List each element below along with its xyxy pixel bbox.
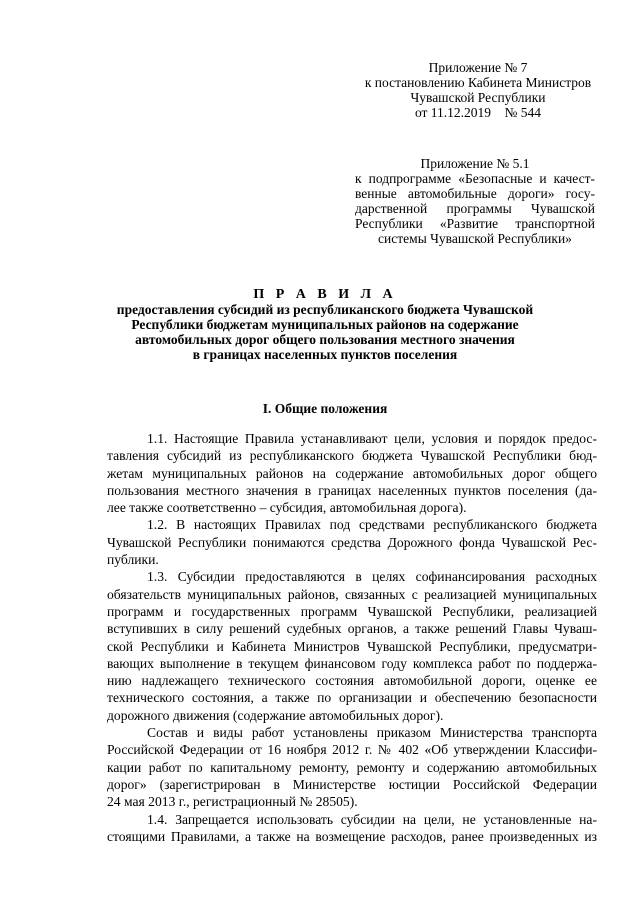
body-line: нию надлежащего технического состояния автомобильной дороги, оценке ее: [107, 673, 597, 689]
appendix-7-line: к постановлению Кабинета Министров: [364, 75, 592, 90]
body-line: ской Республики и Кабинета Министров Чувашской Республики, предусматри-: [107, 638, 597, 654]
rules-subtitle-line: предоставления субсидий из республиканского бюджета Чувашской: [116, 302, 534, 317]
body-line: технического состояния, а также по организации и обеспечению безопасности: [107, 690, 597, 706]
rules-title-block: [100, 287, 550, 362]
body-line: 24 мая 2013 г., регистрационный № 28505).: [107, 794, 358, 810]
body-line: Российской Федерации от 16 ноября 2012 г. № 402 «Об утверждении Классифи-: [107, 742, 597, 758]
body-line: жетам муниципальных районов на содержание автомобильных дорог общего: [107, 465, 597, 481]
appendix-5-1-line: системы Чувашской Республики»: [378, 231, 572, 246]
section-heading: I. Общие положения: [262, 401, 388, 416]
appendix-5-1-line: к подпрограмме «Безопасные и качест-: [355, 171, 595, 186]
body-line: кации работ по капитальному ремонту, ремонту и содержанию автомобильных: [107, 759, 597, 775]
body-line: 1.1. Настоящие Правила устанавливают цели, условия и порядок предос-: [147, 431, 597, 446]
body-line: 1.2. В настоящих Правилах под средствами республиканского бюджета: [147, 517, 597, 533]
body-line: стоящими Правилами, а также на возмещение расходов, ранее произведенных из: [107, 828, 597, 844]
body-line: Чувашской Республики понимаются средства Дорожного фонда Чувашской Рес-: [107, 534, 597, 550]
body-line: вступивших в силу решений судебных органов, а также решений Главы Чуваш-: [107, 621, 597, 637]
rules-heading: П Р А В И Л А: [253, 287, 397, 302]
appendix-5-1-line: Приложение № 5.1: [420, 156, 530, 171]
body-line: дорожного движения (содержание автомобильных дорог).: [107, 707, 444, 723]
appendix-7-line: Приложение № 7: [428, 60, 528, 75]
body-line: обязательств муниципальных районов, связанных с реализацией муниципальных: [107, 586, 597, 602]
rules-subtitle-line: Республики бюджетам муниципальных районов на содержание: [131, 317, 519, 332]
body-line: 1.4. Запрещается использовать субсидии на цели, не установленные на-: [147, 811, 597, 827]
body-line: вающих выполнение в текущем финансовом году комплекса работ по поддержа-: [107, 655, 597, 671]
body-line: программ и государственных программ Чувашской Республики, реализацией: [107, 603, 597, 619]
appendix-5-1-line: венные автомобильные дороги» госу-: [355, 186, 595, 201]
appendix-5-1-line: дарственной программы Чувашской: [355, 201, 595, 216]
section-title: [100, 401, 550, 416]
document-body: [107, 430, 597, 845]
appendix-5-1-header: [355, 156, 595, 246]
rules-subtitle-line: автомобильных дорог общего пользования местного значения: [135, 332, 515, 347]
body-line: Состав и виды работ установлены приказом Министерства транспорта: [147, 725, 597, 741]
body-line: 1.3. Субсидии предоставляются в целях софинансирования расходных: [147, 569, 597, 585]
body-line: лее также соответственно – субсидия, автомобильная дорога).: [107, 500, 467, 516]
appendix-7-line: от 11.12.2019 № 544: [414, 105, 542, 120]
appendix-5-1-line: Республики «Развитие транспортной: [355, 216, 595, 231]
body-line: публики.: [107, 552, 159, 568]
appendix-7-line: Чувашской Республики: [410, 90, 546, 105]
rules-subtitle-line: в границах населенных пунктов поселения: [192, 347, 458, 362]
body-line: тавления субсидий из республиканского бюджета Чувашской Республики бюд-: [107, 448, 597, 464]
body-line: дорог» (зарегистрирован в Министерстве юстиции Российской Федерации: [107, 776, 597, 792]
appendix-7-header: [358, 60, 598, 120]
body-line: пользования местного значения в границах населенных пунктов поселения (да-: [107, 482, 597, 498]
